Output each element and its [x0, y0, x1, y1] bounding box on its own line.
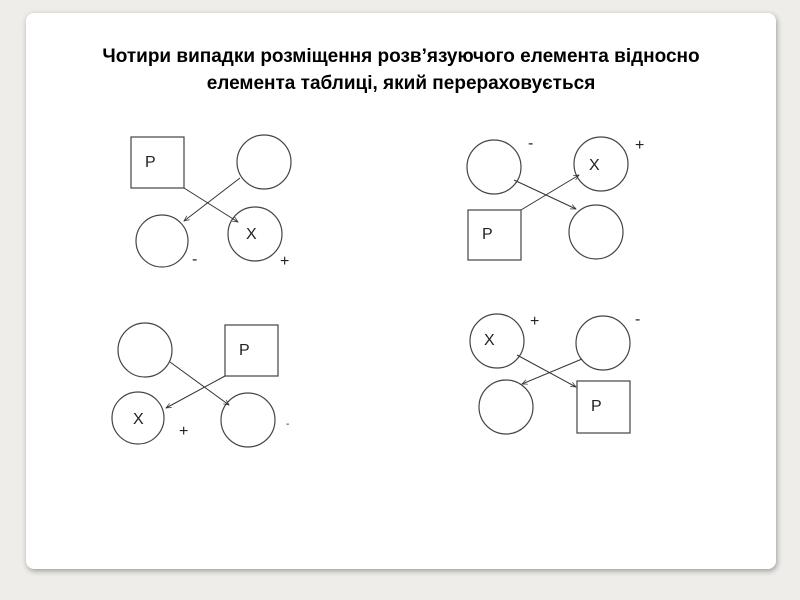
pivot-label: P: [591, 398, 602, 415]
pivot-element-box: [577, 381, 630, 433]
row-element-circle: [221, 393, 275, 447]
row-element-circle: [467, 140, 521, 194]
title-line-1: Чотири випадки розміщення розв’язуючого елемента відносно: [102, 46, 700, 67]
diagram-case-2: [467, 135, 644, 260]
sign-minus: -: [528, 135, 534, 152]
recalculated-element-label: X: [246, 226, 257, 243]
diagram-case-1: [131, 135, 291, 270]
recalculated-element-circle: [470, 314, 524, 368]
column-element-circle: [118, 323, 172, 377]
recalculated-element-label: X: [484, 332, 495, 349]
sign-minus: -: [286, 419, 290, 430]
recalculated-element-label: X: [589, 157, 600, 174]
arrow-pivot-to-element: [184, 188, 238, 222]
column-element-circle: [136, 215, 188, 267]
pivot-element-box: [225, 325, 278, 376]
column-element-circle: [479, 380, 533, 434]
sign-plus: +: [179, 423, 189, 440]
sign-minus: -: [192, 251, 198, 268]
arrow-column-to-row: [170, 362, 229, 405]
diagram-case-3: [112, 323, 289, 447]
arrow-row-to-column: [514, 180, 576, 209]
arrow-pivot-to-element: [521, 175, 579, 210]
row-element-circle: [237, 135, 291, 189]
pivot-label: P: [239, 342, 250, 359]
pivot-label: P: [482, 226, 493, 243]
sign-plus: +: [280, 253, 290, 270]
title-line-2: елемента таблиці, який перераховується: [206, 73, 596, 94]
recalculated-element-circle: [574, 137, 628, 191]
pivot-label: P: [145, 154, 156, 171]
diagram-case-4: [470, 311, 640, 434]
sign-minus: -: [635, 311, 641, 328]
recalculated-element-label: X: [133, 411, 144, 428]
sign-plus: +: [530, 313, 540, 330]
pivot-element-box: [468, 210, 521, 260]
pivot-element-box: [131, 137, 184, 188]
column-element-circle: [569, 205, 623, 259]
arrow-row-to-column: [184, 178, 240, 221]
sign-plus: +: [635, 137, 645, 154]
row-element-circle: [576, 316, 630, 370]
